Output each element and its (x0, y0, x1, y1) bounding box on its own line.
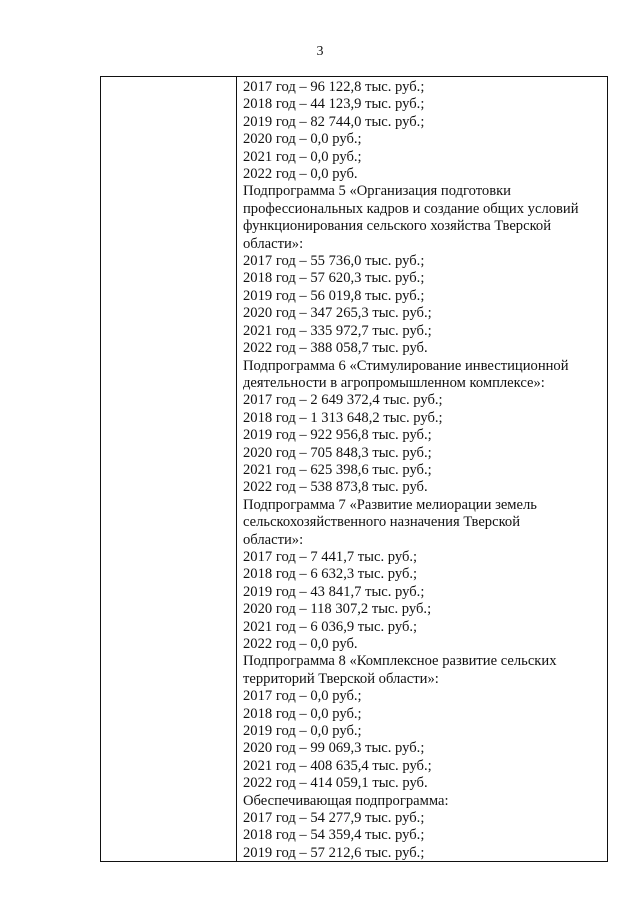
text-line: профессиональных кадров и создание общих условий (243, 200, 579, 217)
text-line: 2021 год – 625 398,6 тыс. руб.; (243, 461, 432, 478)
text-line: 2021 год – 335 972,7 тыс. руб.; (243, 322, 432, 339)
text-line: 2019 год – 56 019,8 тыс. руб.; (243, 287, 425, 304)
text-line: 2018 год – 1 313 648,2 тыс. руб.; (243, 409, 443, 426)
text-line: 2019 год – 0,0 руб.; (243, 723, 362, 740)
text-line: 2022 год – 538 873,8 тыс. руб. (243, 479, 428, 496)
text-line: 2018 год – 57 620,3 тыс. руб.; (243, 270, 425, 287)
text-line: 2019 год – 57 212,6 тыс. руб.; (243, 844, 425, 861)
text-line: 2018 год – 0,0 руб.; (243, 705, 362, 722)
text-line: 2022 год – 0,0 руб. (243, 636, 358, 652)
text-line: 2017 год – 54 277,9 тыс. руб.; (243, 810, 425, 827)
text-line: 2022 год – 0,0 руб. (243, 166, 358, 183)
text-line: Подпрограмма 6 «Стимулирование инвестиционной (243, 357, 569, 374)
text-line: 2019 год – 43 841,7 тыс. руб.; (243, 583, 425, 600)
text-line: 2017 год – 55 736,0 тыс. руб.; (243, 253, 425, 270)
text-line: территорий Тверской области»: (243, 670, 439, 687)
text-line: Подпрограмма 7 «Развитие мелиорации земель (243, 496, 537, 513)
text-line: 2018 год – 6 632,3 тыс. руб.; (243, 566, 418, 583)
text-line: 2017 год – 96 122,8 тыс. руб.; (243, 79, 425, 95)
text-line: 2020 год – 0,0 руб.; (243, 131, 362, 148)
text-line: 2022 год – 414 059,1 тыс. руб. (243, 775, 428, 792)
financing-table (100, 76, 608, 862)
text-line: Обеспечивающая подпрограмма: (243, 792, 449, 809)
text-line: 2021 год – 408 635,4 тыс. руб.; (243, 757, 432, 774)
text-line: области»: (243, 235, 304, 252)
page-number: 3 (316, 44, 324, 59)
text-line: 2017 год – 0,0 руб.; (243, 688, 362, 705)
text-line: области»: (243, 531, 304, 548)
text-line: Подпрограмма 8 «Комплексное развитие сельских (243, 653, 557, 670)
text-line: 2020 год – 118 307,2 тыс. руб.; (243, 601, 432, 618)
text-line: 2017 год – 2 649 372,4 тыс. руб.; (243, 392, 443, 409)
text-line: 2019 год – 922 956,8 тыс. руб.; (243, 427, 432, 444)
text-line: 2020 год – 99 069,3 тыс. руб.; (243, 740, 425, 757)
text-line: сельскохозяйственного назначения Тверской (243, 514, 521, 531)
text-line: деятельности в агропромышленном комплексе»: (243, 374, 545, 391)
text-line: 2019 год – 82 744,0 тыс. руб.; (243, 113, 425, 130)
text-line: 2022 год – 388 058,7 тыс. руб. (243, 340, 428, 357)
column-divider (236, 77, 237, 861)
text-line: 2021 год – 6 036,9 тыс. руб.; (243, 618, 418, 635)
text-line: 2021 год – 0,0 руб.; (243, 148, 362, 165)
text-line: 2018 год – 44 123,9 тыс. руб.; (243, 96, 425, 113)
text-line: функционирования сельского хозяйства Тверской (243, 218, 552, 235)
text-line: 2020 год – 705 848,3 тыс. руб.; (243, 444, 432, 461)
text-line: Подпрограмма 5 «Организация подготовки (243, 183, 511, 200)
text-line: 2017 год – 7 441,7 тыс. руб.; (243, 548, 418, 565)
text-line: 2020 год – 347 265,3 тыс. руб.; (243, 305, 432, 322)
financing-text-cell (243, 79, 599, 862)
text-line: 2018 год – 54 359,4 тыс. руб.; (243, 827, 425, 844)
